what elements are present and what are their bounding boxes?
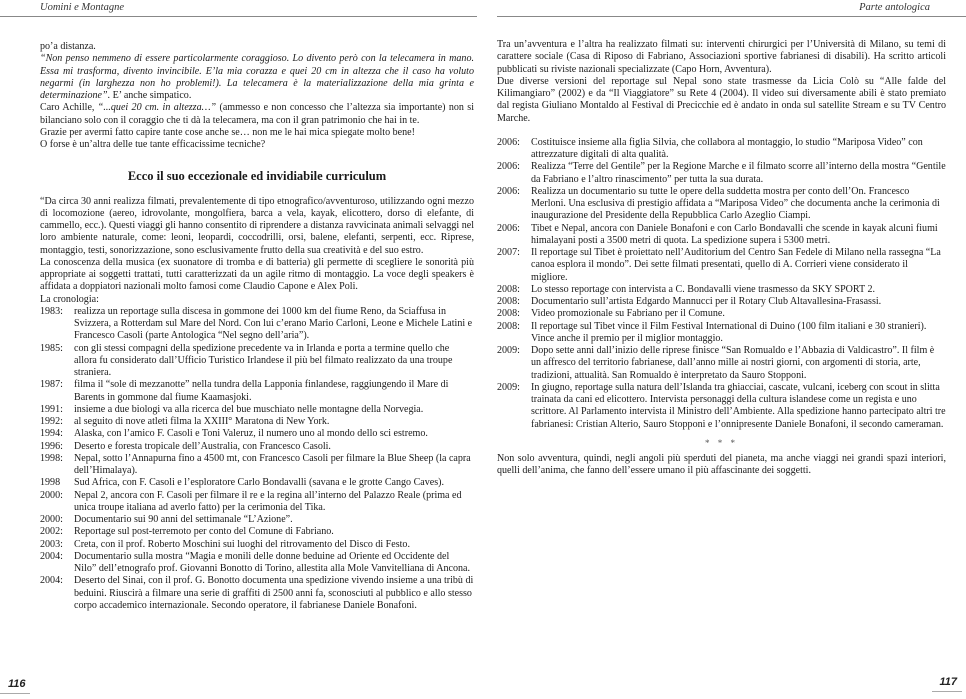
entry-year: 2008:	[497, 283, 520, 295]
entry-year: 1987:	[40, 379, 63, 391]
section-separator: * * *	[705, 437, 738, 448]
entry-text: Creta, con il prof. Roberto Moschini sui luoghi del ritrovamento del Disco di Festo.	[74, 538, 410, 550]
paragraph: “Da circa 30 anni realizza filmati, prevalentemente di tipo etnografico/avventuroso, utilizzando ogni mezzo di locomozione (aereo, idrovolante, mongolfiera, barca a vela, kayak, elicottero, dorso di elefante, di cammello, ecc.). Questi viaggi gli hanno consentito di riprendere a distanza ravvicinata animali selvaggi nel loro ambiente naturale, come: leoni, leopardi, coccodrilli, orsi, balene, elefanti, serpenti, ecc. Riprese, montaggio, testi, sonorizzazione, sono esclusivamente frutto della sua creatività e del suo estro.	[40, 195, 474, 256]
paragraph: Due diverse versioni del reportage sul Nepal sono state trasmesse da Licia Colò su “Alle falde del Kilimangiaro” (2002) e da “Il Viaggiatore” su Rete 4 (2004). Il video sui diversamente abili è stato premiato dal regista Giuliano Montaldo al Festival di Precicchie ed è andato in onda sul satellite Stream e su TV Centro Marche.	[497, 75, 946, 124]
entry-year: 1983:	[40, 305, 63, 317]
paragraph: po’a distanza.	[40, 41, 96, 52]
folio-rule-right	[932, 691, 962, 692]
entry-text: In giugno, reportage sulla natura dell’Islanda tra ghiacciai, cascate, vulcani, iceberg con scout in slitta trainata da cani ed elicottero. Intervista personaggi della cultura islandese come un regista e uno scrittore. Al Parlamento intervista il Ministro dell’Ambiente. Alla spedizione hanno partecipato altri tre fabrianesi: Cristian Alterio, Sauro Stopponi e l’onnipresente Daniele Bonafoni, il secondo cameraman.	[531, 381, 946, 430]
chronology-entry	[40, 453, 474, 478]
page-number-left: 116	[8, 678, 26, 690]
entry-text: Documentario sulla mostra “Magia e monili delle donne beduine ad Oriente ed Occidente del Nilo” dell’etnografo prof. Giovanni Bonotto di Torino, allestita alla Mole Vanvitelliana di Ancona.	[74, 550, 470, 574]
chronology-entry	[40, 416, 474, 428]
chronology-entry	[40, 428, 474, 440]
chronology-entry	[497, 161, 946, 186]
entry-text: Il reportage sul Tibet vince il Film Festival International di Duino (100 film italiani e 30 stranieri). Vince anche il premio per il miglior montaggio.	[531, 320, 927, 344]
entry-year: 2006:	[497, 136, 520, 148]
chronology-entry	[40, 575, 474, 612]
entry-text: Nepal, sotto l’Annapurna fino a 4500 mt, con Francesco Casoli per filmare la Blue Sheep (la capra dell’Himalaya).	[74, 452, 471, 476]
quote-text: “Non penso nemmeno di essere particolarmente coraggioso. Lo divento però con la telecamera in mano. Essa mi trasforma, divento invincibile. E’la mia corazza e quei 20 cm in altezza che il caso ha voluto negarmi (in larghezza non ho problemi!). La telecamera è la materializzazione della mia grinta e determinazione”	[40, 53, 474, 101]
entry-year: 2006:	[497, 185, 520, 197]
folio-rule-left	[0, 693, 30, 694]
entry-text: Tibet e Nepal, ancora con Daniele Bonafoni e con Carlo Bondavalli che scende in kayak alcuni fiumi himalayani posti a 3500 metri di quota. La spedizione supera i 5300 metri.	[531, 222, 938, 246]
right-page-body	[497, 39, 946, 478]
entry-text: realizza un reportage sulla discesa in gommone dei 1000 km del fiume Reno, da Sciaffusa in Svizzera, a Rotterdam sul Mare del Nord. Con lui c’erano Mario Carloni, Leone e Michele Latini e Francesco Casoli (parte Antologica “Nel segno dell’aria”).	[74, 305, 473, 342]
right-page	[483, 0, 966, 699]
header-rule-right	[497, 16, 966, 17]
paragraph: Tra un’avventura e l’altra ha realizzato filmati su: interventi chirurgici per l’Università di Milano, su temi di carattere sociale (Casa di Riposo di Fabriano, Associazioni sportive fabrianesi di disabili). Ha scritto articoli pubblicati su riviste nazionali specializzate (Capo Horn, Avventura).	[497, 39, 946, 75]
entry-text: Dopo sette anni dall’inizio delle riprese finisce “San Romualdo e l’Abbazia di Valdicastro”. Il film è un affresco del territorio fabrianese, dall’anno mille ai nostri giorni, con argomenti di storia, arte, tradizioni, attualità. San Romualdo è interpretato da Sauro Stopponi.	[531, 345, 935, 381]
italic-quote: “...quei 20 cm. in altezza…”	[97, 102, 217, 114]
entry-text: con gli stessi compagni della spedizione precedente va in Irlanda e porta a termine quello che allora fu considerato dall’Ufficio Turistico Irlandese il più bel filmato realizzato da una troupe straniera.	[74, 342, 453, 378]
entry-text: Nepal 2, ancora con F. Casoli per filmare il re e la regina all’interno del Palazzo Reale (prima ed unica troupe italiana ad averlo fatto) per la cerimonia del Tika.	[74, 489, 462, 513]
entry-year: 1985:	[40, 342, 63, 354]
chronology-entry	[40, 379, 474, 404]
chronology-entry	[497, 321, 946, 346]
chronology-label: La cronologia:	[40, 293, 99, 305]
entry-year: 1998	[40, 477, 61, 489]
running-head-left: Uomini e Montagne	[40, 2, 124, 13]
entry-text: Sud Africa, con F. Casoli e l’esploratore Carlo Bondavalli (savana e le grotte Cango Caves).	[74, 477, 444, 489]
entry-year: 2000:	[40, 489, 63, 501]
entry-year: 2004:	[40, 575, 63, 587]
section-title: Ecco il suo eccezionale ed invidiabile curriculum	[127, 169, 387, 184]
chronology-entry	[497, 296, 946, 308]
entry-year: 2003:	[40, 538, 63, 550]
chronology-entry	[497, 223, 946, 248]
chronology-entry	[40, 551, 474, 576]
chronology-list-right	[497, 137, 946, 431]
entry-text: insieme a due biologi va alla ricerca del bue muschiato nelle montagne della Norvegia.	[74, 403, 424, 415]
entry-text: Costituisce insieme alla figlia Silvia, che collabora al montaggio, lo studio “Mariposa Video” con attrezzature digitali di alta qualità.	[531, 136, 923, 160]
entry-text: Alaska, con l’amico F. Casoli e Toni Valeruz, il numero uno al mondo dello sci estremo.	[74, 428, 428, 440]
entry-year: 1991:	[40, 403, 63, 415]
chronology-entry	[40, 477, 474, 489]
chronology-entry	[497, 382, 946, 431]
entry-year: 1992:	[40, 416, 63, 427]
chronology-entry	[40, 514, 474, 526]
chronology-entry	[40, 539, 474, 551]
entry-text: Realizza un documentario su tutte le opere della suddetta mostra per conto dell’On. Francesco Merloni. Una esclusiva di prestigio affidata a “Mariposa Video” che documenta anche la cerimonia di inaugurazione del Presidente della Repubblica Carlo Azeglio Ciampi.	[531, 185, 940, 222]
closing-paragraph: Non solo avventura, quindi, negli angoli più sperduti del pianeta, ma anche viaggi nei grandi spazi interiori, quelli dell’anima, che fanno dell’essere umano il più affascinante dei soggetti.	[497, 453, 946, 477]
entry-text: al seguito di nove atleti filma la XXIII° Maratona di New York.	[74, 416, 330, 427]
entry-text: Documentario sull’artista Edgardo Mannucci per il Rotary Club Altavallesina-Frasassi.	[531, 296, 882, 307]
running-head-right: Parte antologica	[859, 2, 930, 13]
text-run: (ammesso e non concesso che l’altezza sia importante) non si bilanciano solo con il coraggio che ti dà la telecamera, ma con il gran patrimonio che hai in te.	[40, 102, 474, 126]
chronology-entry	[40, 490, 474, 515]
paragraph: La conoscenza della musica (ex suonatore di tromba e di batteria) gli permette di scegliere le sonorità più appropriate ai soggetti trattati, tutti caratterizzati da un agile ritmo di montaggio. La voce degli speakers è affidata a doppiatori nazionali molto famosi come Claudio Capone e Alex Poli.	[40, 256, 474, 293]
text-run: Caro Achille,	[40, 102, 98, 114]
entry-year: 1998:	[40, 452, 63, 464]
entry-text: Deserto e foresta tropicale dell’Australia, con Francesco Casoli.	[74, 440, 331, 452]
entry-text: Reportage sul post-terremoto per conto del Comune di Fabriano.	[74, 526, 334, 538]
quote-tail: . E’ anche simpatico.	[107, 90, 192, 101]
entry-year: 1996:	[40, 440, 63, 452]
chronology-entry	[40, 441, 474, 453]
entry-text: Video promozionale su Fabriano per il Comune.	[531, 308, 725, 320]
chronology-entry	[40, 404, 474, 416]
page-number-right: 117	[939, 676, 957, 688]
entry-year: 2004:	[40, 550, 63, 562]
chronology-entry	[40, 306, 474, 343]
paragraph: Grazie per avermi fatto capire tante cose anche se… non me le hai mica spiegate molto bene!	[40, 126, 415, 138]
chronology-entry	[497, 137, 946, 162]
chronology-entry	[497, 247, 946, 284]
entry-year: 1994:	[40, 428, 63, 440]
quote-paragraph	[40, 53, 474, 102]
entry-year: 2000:	[40, 514, 63, 525]
chronology-entry	[40, 526, 474, 538]
entry-text: Lo stesso reportage con intervista a C. Bondavalli viene trasmesso da SKY SPORT 2.	[531, 283, 876, 295]
entry-year: 2009:	[497, 381, 520, 393]
entry-text: Il reportage sul Tibet è proiettato nell’Auditorium del Centro San Fedele di Milano nella rassegna “La canoa esplora il mondo”. Dei sette filmati presentati, quello di A. Corrieri viene considerato il migliore.	[531, 247, 941, 283]
chronology-list-left	[40, 306, 474, 612]
chronology-entry	[497, 345, 946, 382]
paragraph: O forse è un’altra delle tue tante efficacissime tecniche?	[40, 139, 266, 150]
paragraph	[40, 102, 474, 127]
entry-year: 2008:	[497, 308, 520, 320]
entry-year: 2007:	[497, 247, 520, 258]
spacer	[497, 125, 946, 137]
chronology-entry	[497, 284, 946, 296]
entry-year: 2008:	[497, 320, 520, 332]
entry-year: 2008:	[497, 296, 520, 307]
header-rule-left	[0, 16, 477, 17]
chronology-entry	[497, 186, 946, 223]
entry-year: 2006:	[497, 161, 520, 173]
left-page-body	[40, 41, 474, 612]
chronology-entry	[40, 343, 474, 380]
entry-year: 2009:	[497, 345, 520, 356]
entry-year: 2002:	[40, 526, 63, 538]
entry-text: Documentario sui 90 anni del settimanale “L’Azione”.	[74, 514, 293, 525]
chronology-entry	[497, 308, 946, 320]
entry-year: 2006:	[497, 222, 520, 234]
entry-text: Realizza “Terre del Gentile” per la Regione Marche e il filmato scorre all’interno della mostra “Gentile da Fabriano e l’altro rinascimento” per tutta la sua durata.	[531, 161, 946, 185]
entry-text: Deserto del Sinai, con il prof. G. Bonotto documenta una spedizione vivendo insieme a una tribù di beduini. Riuscirà a filmare una serie di graffiti di 2500 anni fa, sconosciuti al pubblico e allo stesso corpo accademico internazionale. Secondo operatore, il fabrianese Daniele Bonafoni.	[74, 575, 474, 611]
entry-text: filma il “sole di mezzanotte” nella tundra della Lapponia finlandese, raggiungendo il Mare di Barents in gommone dal fiume Kaamasjoki.	[74, 379, 449, 403]
